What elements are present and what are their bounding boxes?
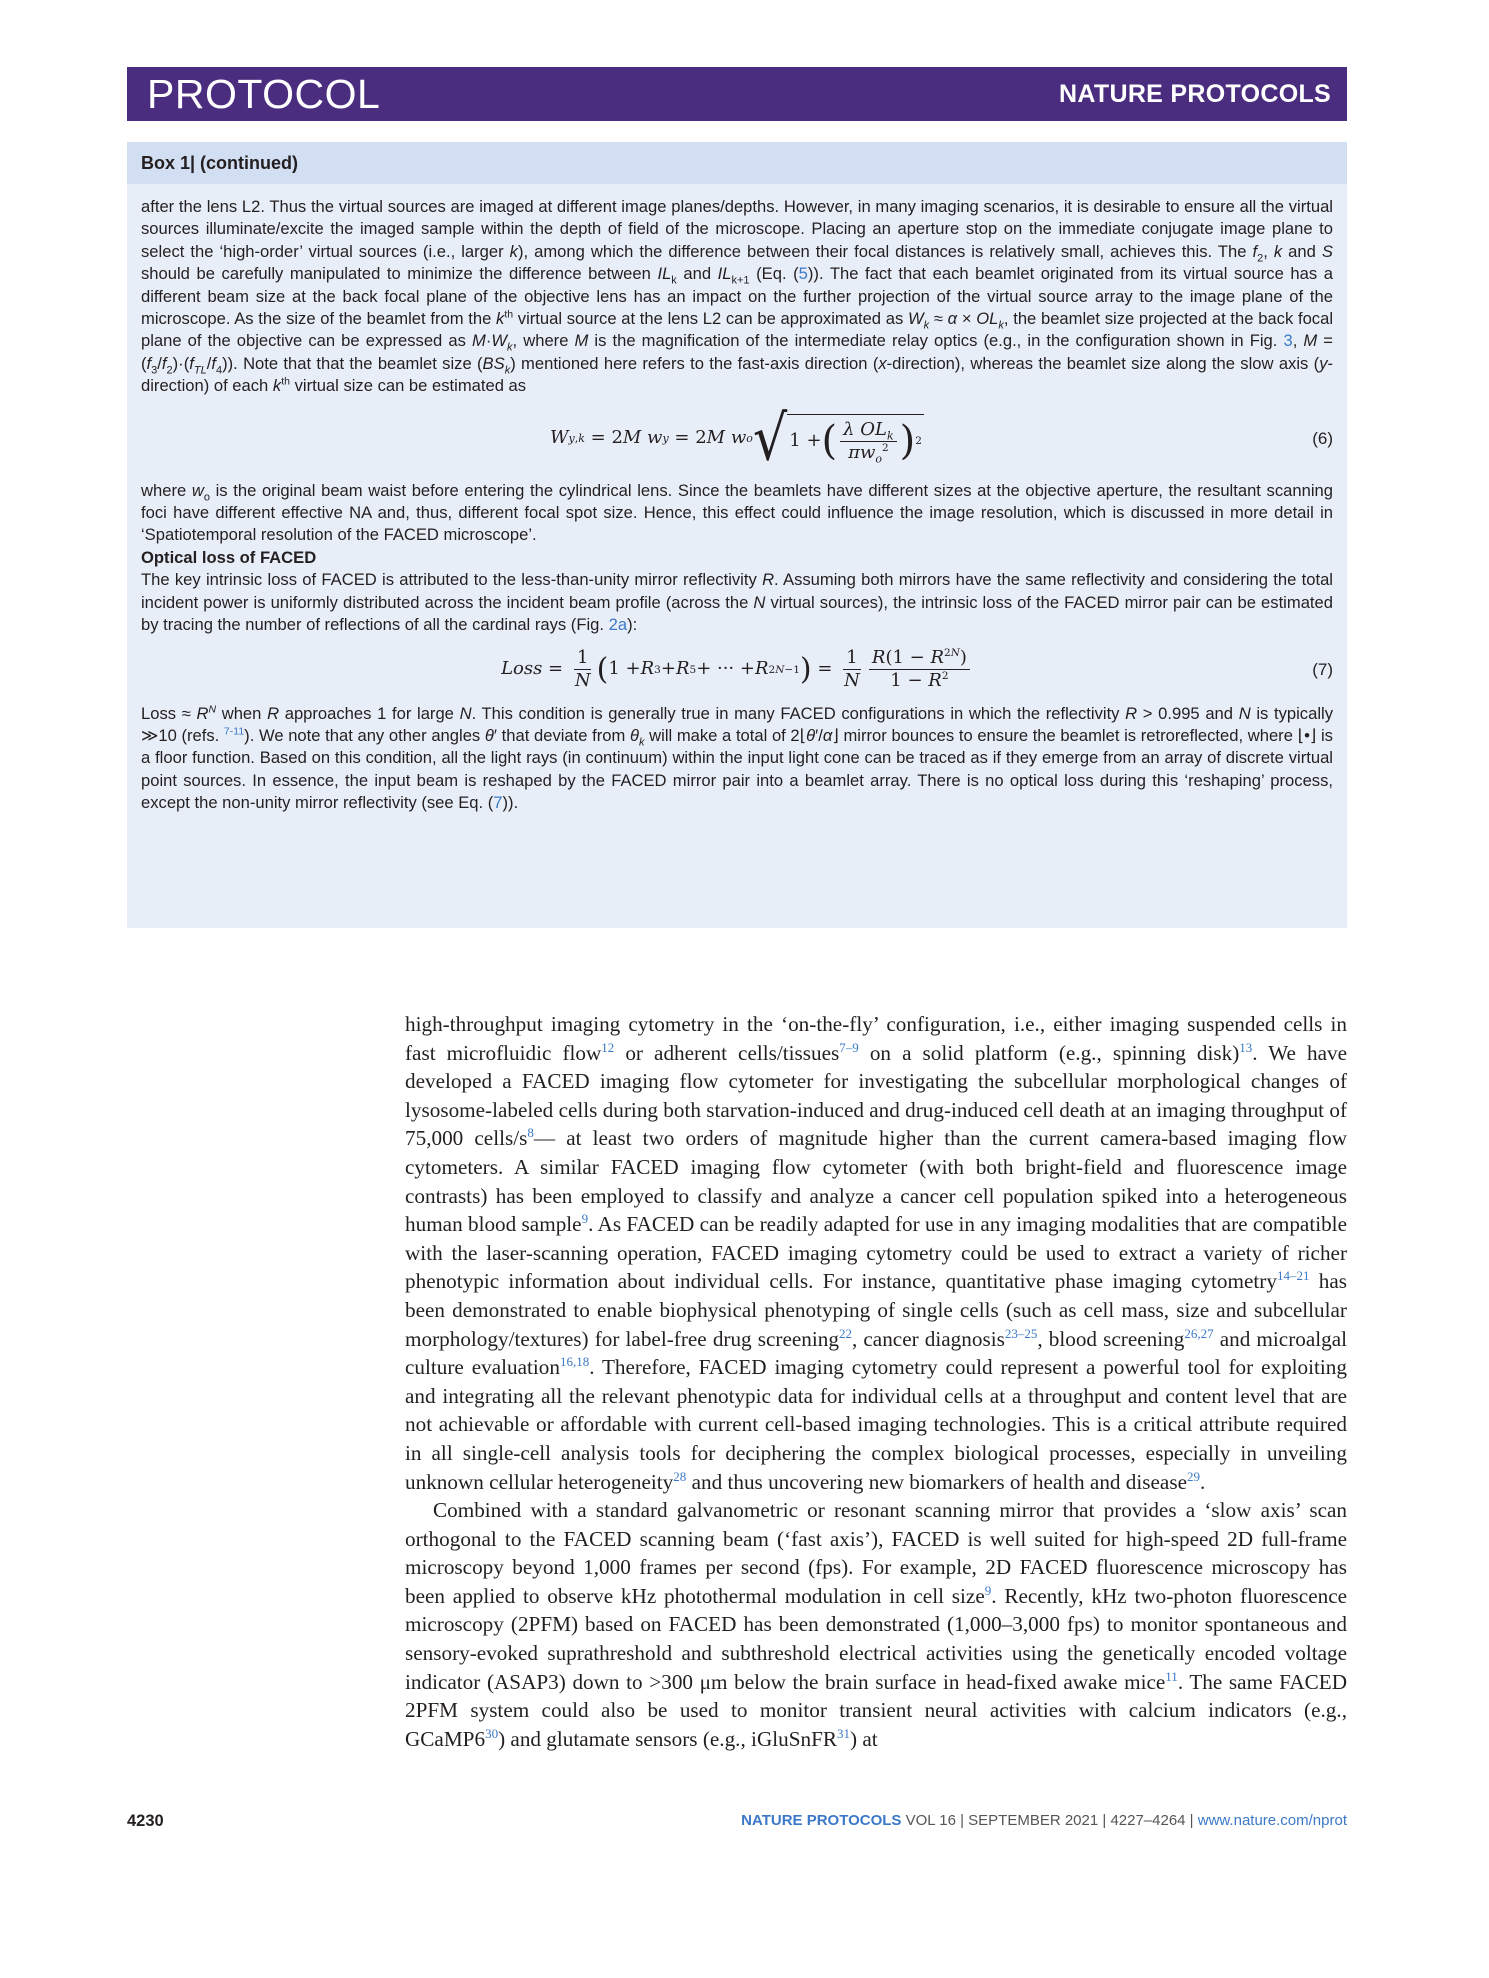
box-paragraph-4: Loss ≈ $R^N$ when R approaches 1 for large N. This condition is generally true in many FACED configurations in which the reflectivity R > 0.995 and N is typically ≫10 (refs. $^{7-11}$). We note that any other angles θ′ that deviate from $\theta_k$ will make a total of 2⌊θ′/α⌋ mirror bounces to ensure the beamlet is retroreflected, where ⌊•⌋ is a floor function. Based on this condition, all the light rays (in continuum) within the input light cone can be traced as if they emerge from an array of discrete virtual point sources. In essence, the input beam is reshaped by the FACED mirror pair into a beamlet array. There is no optical loss during this ‘reshaping’ process, except the non-unity mirror reflectivity (see Eq. (7)). (141, 702, 1333, 813)
box-1 (127, 142, 1347, 928)
box-title: Box 1| (continued) (127, 142, 1347, 184)
box-paragraph-1: after the lens L2. Thus the virtual sources are imaged at different image planes/depths. However, in many imaging scenarios, it is desirable to ensure all the virtual sources illuminate/excite the imaged sample within the depth of field of the microscope. Placing an aperture stop on the immediate conjugate image plane to select the ‘high-order’ virtual sources (i.e., larger k), among which the difference between their focal distances is relatively small, achieves this. The $f_2$, k and S should be carefully manipulated to minimize the difference between $IL_k$ and $IL_{k+1}$ (Eq. (5)). The fact that each beamlet originated from its virtual source has a different beam size at the back focal plane of the objective lens has an impact on the further projection of the virtual source array to the image plane of the microscope. As the size of the beamlet from the $k^{th}$ virtual source at the lens L2 can be approximated as $W_k \approx \alpha \times OL_k$, the beamlet size projected at the back focal plane of the objective can be expressed as $M\cdot W_k$, where M is the magnification of the intermediate relay optics (e.g., in the configuration shown in Fig. 3, $M = (f_3/f_2)\cdot(f_{TL}/f_4)$). Note that that the beamlet size $(BS_k)$ mentioned here refers to the fast-axis direction (x-direction), whereas the beamlet size along the slow axis (y-direction) of each $k^{th}$ virtual size can be estimated as (141, 197, 1334, 396)
equation-7: Loss = $\frac{1}{N}$ ( 1 + R 3 + R 5 + ··· + R 2N−1 ) = $\frac{1}{N}$ $\frac{R(1 - R^{2N})}{1 - R^2}$ (7) (501, 647, 1333, 691)
box-paragraph-2: where $w_o$ is the original beam waist before entering the cylindrical lens. Since the beamlets have different sizes at the objective aperture, the resultant scanning foci have different effective NA and, thus, different focal spot size. Hence, this effect could influence the image resolution, which is discussed in more detail in ‘Spatiotemporal resolution of the FACED microscope’. (141, 480, 1333, 545)
page-number: 4230 (127, 1812, 164, 1830)
main-text (405, 1010, 1347, 1753)
main-paragraph-1: high-throughput imaging cytometry in the ‘on-the-fly’ configuration, i.e., either imaging suspended cells in fast microfluidic flow$^{12}$ or adherent cells/tissues$^{7-9}$ on a solid platform (e.g., spinning disk)$^{13}$. We have developed a FACED imaging flow cytometer for investigating the subcellular morphological changes of lysosome-labeled cells during both starvation-induced and drug-induced cell death at an imaging throughput of 75,000 cells/s$^8$— at least two orders of magnitude higher than the current camera-based imaging flow cytometers. A similar FACED imaging flow cytometer (with both bright-field and fluorescence image contrasts) has been employed to classify and analyze a cancer cell population spiked into a heterogeneous human blood sample$^9$. As FACED can be readily adapted for use in any imaging modalities that are compatible with the laser-scanning operation, FACED imaging cytometry could be used to extract a variety of richer phenotypic information about individual cells. For instance, quantitative phase imaging cytometry$^{14-21}$ has been demonstrated to enable biophysical phenotyping of single cells (such as cell mass, size and subcellular morphology/textures) for label-free drug screening$^{22}$, cancer diagnosis$^{23-25}$, blood screening$^{26,27}$ and microalgal culture evaluation$^{16,18}$. Therefore, FACED imaging cytometry could represent a powerful tool for exploiting and integrating all the relevant phenotypic data for individual cells at a throughput and content level that are not achievable or affordable with current cell-based imaging technologies. This is a critical attribute required in all single-cell analysis tools for deciphering the complex biological processes, especially in unveiling unknown cellular heterogeneity$^{28}$ and thus uncovering new biomarkers of health and disease$^{29}$. (405, 1012, 1348, 1494)
page-header (127, 67, 1347, 121)
journal-name: NATURE PROTOCOLS (1059, 79, 1331, 108)
box-paragraph-3: The key intrinsic loss of FACED is attributed to the less-than-unity mirror reflectivity R. Assuming both mirrors have the same reflectivity and considering the total incident power is uniformly distributed across the incident beam profile (across the N virtual sources), the intrinsic loss of the FACED mirror pair can be estimated by tracing the number of reflections of all the cardinal rays (Fig. 2a): (141, 570, 1333, 635)
footer-url-link[interactable]: www.nature.com/nprot (1197, 1812, 1347, 1829)
footer-journal: NATURE PROTOCOLS (741, 1812, 902, 1829)
main-paragraph-2: Combined with a standard galvanometric or resonant scanning mirror that provides a ‘slow axis’ scan orthogonal to the FACED scanning beam (‘fast axis’), FACED is well suited for high-speed 2D full-frame microscopy beyond 1,000 frames per second (fps). For example, 2D FACED fluorescence microscopy has been applied to observe kHz photothermal modulation in cell size$^9$. Recently, kHz two-photon fluorescence microscopy (2PFM) based on FACED has been demonstrated (1,000–3,000 fps) to monitor spontaneous and sensory-evoked suprathreshold and subthreshold electrical activities using the genetically encoded voltage indicator (ASAP3) down to >300 μm below the brain surface in head-fixed awake mice$^{11}$. The same FACED 2PFM system could also be used to monitor transient neural activities with calcium indicators (e.g., GCaMP6$^{30}$) and glutamate sensors (e.g., iGluSnFR$^{31}$) at (405, 1498, 1347, 1751)
equation-6-number: (6) (1312, 428, 1333, 448)
box-body (127, 184, 1347, 815)
footer-volume: VOL 16 | SEPTEMBER 2021 | 4227–4264 | (905, 1812, 1194, 1829)
equation-6: W y,k = 2 M w y = 2 M w o √ 1 + ( $\frac{\lambda OL_k}{\pi w_o^2}$ ) 2 (6) (550, 401, 1333, 475)
box-subheading: Optical loss of FACED (141, 547, 317, 567)
equation-7-number: (7) (1312, 659, 1333, 679)
footer-citation (741, 1812, 1347, 1829)
section-label: PROTOCOL (147, 70, 381, 117)
